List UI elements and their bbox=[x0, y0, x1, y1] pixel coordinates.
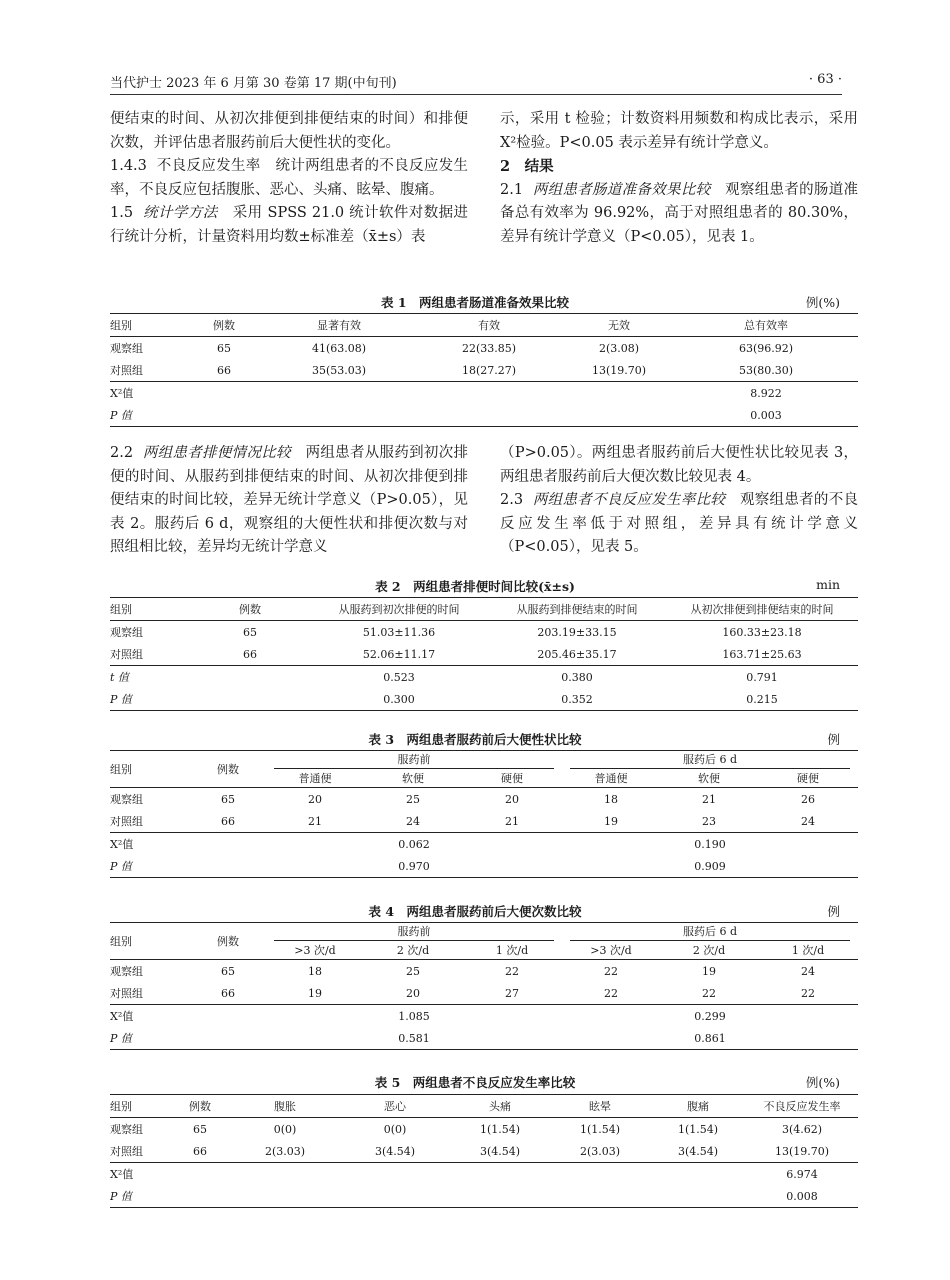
cell: 观察组 bbox=[110, 793, 143, 806]
section-title: 不良反应发生率 bbox=[156, 158, 261, 174]
table3-title: 表 3 两组患者服药前后大便性状比较 bbox=[368, 732, 582, 747]
journal-info: 当代护士 2023 年 6 月第 30 卷第 17 期(中旬刊) bbox=[110, 76, 397, 91]
cell: 65 bbox=[221, 964, 235, 978]
cell: 52.06±11.17 bbox=[362, 647, 436, 661]
cell: 160.33±23.18 bbox=[722, 625, 802, 639]
page-number: · 63 · bbox=[808, 72, 842, 87]
header-cell: 普通便 bbox=[266, 769, 364, 788]
cell bbox=[450, 1163, 550, 1186]
cell: 1.085 bbox=[266, 1005, 562, 1028]
header-cell: 2 次/d bbox=[364, 941, 462, 960]
cell: 对照组 bbox=[110, 987, 143, 1000]
cell bbox=[450, 1185, 550, 1208]
cell: 0.062 bbox=[266, 833, 562, 856]
cell bbox=[190, 855, 266, 878]
cell bbox=[190, 666, 310, 689]
table-row bbox=[110, 960, 858, 983]
cell: 2(3.03) bbox=[579, 1144, 621, 1158]
cell bbox=[170, 1163, 230, 1186]
table-row bbox=[110, 1140, 858, 1163]
cell: 18 bbox=[604, 792, 618, 806]
cell bbox=[264, 404, 414, 427]
header-cell: 软便 bbox=[364, 769, 462, 788]
cell: 65 bbox=[221, 792, 235, 806]
cell: 0.008 bbox=[746, 1185, 858, 1208]
table-header-row bbox=[110, 751, 858, 770]
table-row bbox=[110, 688, 858, 711]
table-row bbox=[110, 1118, 858, 1141]
cell: P 值 bbox=[110, 404, 184, 427]
cell bbox=[190, 688, 310, 711]
table-row bbox=[110, 666, 858, 689]
table5-unit: 例(%) bbox=[805, 1075, 840, 1090]
table4-unit: 例 bbox=[827, 904, 840, 919]
table5 bbox=[110, 1094, 858, 1208]
table-row bbox=[110, 621, 858, 644]
cell: 对照组 bbox=[110, 815, 143, 828]
cell: 22(33.85) bbox=[461, 341, 517, 355]
header-group-label: 服药后 6 d bbox=[570, 751, 850, 769]
cell: 203.19±33.15 bbox=[537, 625, 617, 639]
cell: 27 bbox=[505, 986, 519, 1000]
header-cell: 总有效率 bbox=[674, 314, 858, 337]
cell bbox=[230, 1185, 340, 1208]
cell: 观察组 bbox=[110, 1123, 143, 1136]
cell bbox=[170, 1185, 230, 1208]
header-cell: 腹痛 bbox=[650, 1095, 746, 1118]
section-2-2 bbox=[110, 442, 468, 560]
cell: 0.003 bbox=[674, 404, 858, 427]
cell bbox=[230, 1163, 340, 1186]
header-cell: >3 次/d bbox=[266, 941, 364, 960]
cell: 63(96.92) bbox=[738, 341, 794, 355]
table5-title: 表 5 两组患者不良反应发生率比较 bbox=[374, 1075, 576, 1090]
cell: 3(4.54) bbox=[479, 1144, 521, 1158]
cell: X²值 bbox=[110, 382, 184, 405]
section-number: 1.5 bbox=[110, 205, 134, 221]
cell: 0.523 bbox=[310, 666, 488, 689]
top-left-column bbox=[110, 108, 468, 249]
section-title: 两组患者排便情况比较 bbox=[142, 445, 291, 461]
cell: 0.380 bbox=[488, 666, 666, 689]
section-title: 统计学方法 bbox=[143, 205, 218, 221]
section-number: 2.1 bbox=[500, 181, 524, 198]
cell: 20 bbox=[308, 792, 322, 806]
header-cell: 例数 bbox=[190, 598, 310, 621]
cell: 22 bbox=[801, 986, 815, 1000]
running-header bbox=[110, 70, 842, 95]
table-row bbox=[110, 1027, 858, 1050]
cell: P 值 bbox=[110, 688, 190, 711]
header-cell: 1 次/d bbox=[758, 941, 858, 960]
cell: 35(53.03) bbox=[311, 363, 367, 377]
cell: 21 bbox=[308, 814, 322, 828]
header-cell: 恶心 bbox=[340, 1095, 450, 1118]
header-cell: 硬便 bbox=[462, 769, 562, 788]
header-cell: 硬便 bbox=[758, 769, 858, 788]
cell: 8.922 bbox=[674, 382, 858, 405]
paragraph: 便结束的时间、从初次排便到排便结束的时间）和排便次数，并评估患者服药前后大便性状的变化。 bbox=[110, 111, 468, 151]
top-right-column bbox=[500, 108, 858, 249]
cell bbox=[184, 382, 264, 405]
cell: 2(3.03) bbox=[264, 1144, 306, 1158]
cell: 19 bbox=[604, 814, 618, 828]
cell: P 值 bbox=[110, 855, 190, 878]
header-cell: 不良反应发生率 bbox=[746, 1095, 858, 1118]
header-cell: 显著有效 bbox=[264, 314, 414, 337]
cell: 13(19.70) bbox=[774, 1144, 830, 1158]
cell: 66 bbox=[243, 647, 257, 661]
table-row bbox=[110, 643, 858, 666]
cell: 0(0) bbox=[273, 1122, 297, 1136]
cell: 22 bbox=[604, 964, 618, 978]
cell: 66 bbox=[221, 986, 235, 1000]
header-cell: >3 次/d bbox=[562, 941, 660, 960]
table-row bbox=[110, 1185, 858, 1208]
paragraph: 示，采用 t 检验；计数资料用频数和构成比表示，采用X²检验。P<0.05 表示差异有统计学意义。 bbox=[500, 111, 858, 151]
cell: P 值 bbox=[110, 1185, 170, 1208]
cell: 0.970 bbox=[266, 855, 562, 878]
table-row bbox=[110, 359, 858, 382]
cell: 2(3.08) bbox=[598, 341, 640, 355]
cell: 24 bbox=[406, 814, 420, 828]
header-cell: 组别 bbox=[110, 751, 190, 788]
cell bbox=[190, 833, 266, 856]
cell: 66 bbox=[221, 814, 235, 828]
cell: 3(4.62) bbox=[781, 1122, 823, 1136]
table5-caption bbox=[110, 1070, 840, 1092]
cell: 22 bbox=[505, 964, 519, 978]
cell: 51.03±11.36 bbox=[362, 625, 436, 639]
cell: 0.909 bbox=[562, 855, 858, 878]
cell: 0.299 bbox=[562, 1005, 858, 1028]
cell: 3(4.54) bbox=[677, 1144, 719, 1158]
cell bbox=[564, 404, 674, 427]
table2 bbox=[110, 597, 858, 711]
section-number: 2.2 bbox=[110, 445, 134, 461]
section-2-heading: 2 结果 bbox=[500, 158, 554, 175]
cell: 65 bbox=[243, 625, 257, 639]
header-cell: 例数 bbox=[190, 751, 266, 788]
table-header-row bbox=[110, 923, 858, 942]
cell: 对照组 bbox=[110, 648, 143, 661]
table-header-row bbox=[110, 1095, 858, 1118]
cell: 25 bbox=[406, 792, 420, 806]
table2-caption bbox=[110, 574, 840, 596]
table-row bbox=[110, 788, 858, 811]
cell: 21 bbox=[702, 792, 716, 806]
cell: 13(19.70) bbox=[591, 363, 647, 377]
cell: 0.861 bbox=[562, 1027, 858, 1050]
section-1-4-3 bbox=[110, 155, 468, 202]
cell: 0.581 bbox=[266, 1027, 562, 1050]
section-title: 两组患者肠道准备效果比较 bbox=[532, 181, 711, 198]
cell: X²值 bbox=[110, 1163, 170, 1186]
cell: 23 bbox=[702, 814, 716, 828]
table3 bbox=[110, 750, 858, 878]
mid-left-column bbox=[110, 442, 468, 560]
table4-caption bbox=[110, 899, 840, 921]
table-row bbox=[110, 337, 858, 360]
cell: 18(27.27) bbox=[461, 363, 517, 377]
header-group-before bbox=[266, 751, 562, 770]
cell bbox=[650, 1185, 746, 1208]
header-cell: 无效 bbox=[564, 314, 674, 337]
cell: 205.46±35.17 bbox=[537, 647, 617, 661]
header-cell: 组别 bbox=[110, 1095, 170, 1118]
cell: 观察组 bbox=[110, 342, 143, 355]
header-cell: 软便 bbox=[660, 769, 758, 788]
header-cell: 1 次/d bbox=[462, 941, 562, 960]
table-row bbox=[110, 404, 858, 427]
cell: 观察组 bbox=[110, 965, 143, 978]
header-cell: 例数 bbox=[184, 314, 264, 337]
cell: 0.215 bbox=[666, 688, 858, 711]
section-number: 1.4.3 bbox=[110, 158, 147, 174]
table-row bbox=[110, 855, 858, 878]
header-cell: 从服药到排便结束的时间 bbox=[488, 598, 666, 621]
cell: t 值 bbox=[110, 666, 190, 689]
header-cell: 从初次排便到排便结束的时间 bbox=[666, 598, 858, 621]
paragraph: （P>0.05）。两组患者服药前后大便性状比较见表 3，两组患者服药前后大便次数比较见表 4。 bbox=[500, 445, 858, 485]
section-title: 两组患者不良反应发生率比较 bbox=[532, 492, 726, 508]
cell: 0(0) bbox=[383, 1122, 407, 1136]
table2-unit: min bbox=[816, 577, 840, 592]
cell: 24 bbox=[801, 964, 815, 978]
cell: 19 bbox=[308, 986, 322, 1000]
section-body: 观察组患者的不良反应发生率低于对照组，差异具有统计学意义（P<0.05），见表 5。 bbox=[500, 492, 859, 555]
table-row bbox=[110, 382, 858, 405]
cell: 对照组 bbox=[110, 1145, 143, 1158]
section-body: 统计两组患者的不良反应发生率，不良反应包括腹胀、恶心、头痛、眩晕、腹痛。 bbox=[110, 158, 469, 198]
cell bbox=[340, 1163, 450, 1186]
cell bbox=[340, 1185, 450, 1208]
header-group-label: 服药后 6 d bbox=[570, 923, 850, 941]
cell: 对照组 bbox=[110, 364, 143, 377]
cell: 6.974 bbox=[746, 1163, 858, 1186]
cell: 1(1.54) bbox=[579, 1122, 621, 1136]
table-header-row bbox=[110, 314, 858, 337]
cell: 1(1.54) bbox=[677, 1122, 719, 1136]
cell: 163.71±25.63 bbox=[722, 647, 802, 661]
header-cell: 头痛 bbox=[450, 1095, 550, 1118]
cell: 22 bbox=[604, 986, 618, 1000]
header-group-after bbox=[562, 923, 858, 942]
cell bbox=[414, 382, 564, 405]
header-cell: 有效 bbox=[414, 314, 564, 337]
section-1-5 bbox=[110, 202, 468, 249]
cell: 21 bbox=[505, 814, 519, 828]
cell: 观察组 bbox=[110, 626, 143, 639]
table1 bbox=[110, 313, 858, 427]
table-header-row bbox=[110, 598, 858, 621]
cell bbox=[650, 1163, 746, 1186]
cell: 53(80.30) bbox=[738, 363, 794, 377]
header-cell: 例数 bbox=[170, 1095, 230, 1118]
table3-unit: 例 bbox=[827, 732, 840, 747]
section-2-3 bbox=[500, 489, 858, 560]
cell bbox=[550, 1185, 650, 1208]
cell: 65 bbox=[193, 1122, 207, 1136]
cell: 3(4.54) bbox=[374, 1144, 416, 1158]
table3-caption bbox=[110, 727, 840, 749]
cell: 24 bbox=[801, 814, 815, 828]
cell: X²值 bbox=[110, 1005, 190, 1028]
header-group-after bbox=[562, 751, 858, 770]
table1-caption bbox=[110, 290, 840, 312]
header-cell: 2 次/d bbox=[660, 941, 758, 960]
table1-title: 表 1 两组患者肠道准备效果比较 bbox=[380, 295, 570, 310]
table4-title: 表 4 两组患者服药前后大便次数比较 bbox=[368, 904, 582, 919]
header-cell: 组别 bbox=[110, 314, 184, 337]
cell: 66 bbox=[193, 1144, 207, 1158]
header-group-label: 服药前 bbox=[274, 923, 554, 941]
table-row bbox=[110, 1005, 858, 1028]
section-body: 两组患者从服药到初次排便的时间、从服药到排便结束的时间、从初次排便到排便结束的时间比较，差异无统计学意义（P>0.05），见表 2。服药后 6 d，观察组的大便性状和排便次数与对照组相比较，差异均无统计学意义 bbox=[110, 445, 469, 555]
cell: 20 bbox=[406, 986, 420, 1000]
cell: 22 bbox=[702, 986, 716, 1000]
cell: 0.300 bbox=[310, 688, 488, 711]
section-body: 采用 SPSS 21.0 统计软件对数据进行统计分析，计量资料用均数±标准差（x̄±s）表 bbox=[110, 205, 469, 245]
cell: 25 bbox=[406, 964, 420, 978]
header-cell: 例数 bbox=[190, 923, 266, 960]
cell: 66 bbox=[217, 363, 231, 377]
cell: 0.190 bbox=[562, 833, 858, 856]
cell: 65 bbox=[217, 341, 231, 355]
cell bbox=[414, 404, 564, 427]
cell: 0.791 bbox=[666, 666, 858, 689]
header-cell: 组别 bbox=[110, 598, 190, 621]
header-cell: 从服药到初次排便的时间 bbox=[310, 598, 488, 621]
section-number: 2.3 bbox=[500, 492, 524, 508]
header-cell: 组别 bbox=[110, 923, 190, 960]
mid-right-column bbox=[500, 442, 858, 560]
cell bbox=[550, 1163, 650, 1186]
cell: 20 bbox=[505, 792, 519, 806]
header-cell: 眩晕 bbox=[550, 1095, 650, 1118]
cell bbox=[190, 1027, 266, 1050]
cell bbox=[190, 1005, 266, 1028]
table-row bbox=[110, 810, 858, 833]
cell bbox=[264, 382, 414, 405]
cell: 0.352 bbox=[488, 688, 666, 711]
section-2-1 bbox=[500, 179, 858, 250]
cell: 26 bbox=[801, 792, 815, 806]
cell: X²值 bbox=[110, 833, 190, 856]
table-row bbox=[110, 982, 858, 1005]
table-row bbox=[110, 833, 858, 856]
cell bbox=[564, 382, 674, 405]
cell: P 值 bbox=[110, 1027, 190, 1050]
cell: 1(1.54) bbox=[479, 1122, 521, 1136]
table-row bbox=[110, 1163, 858, 1186]
header-cell: 腹胀 bbox=[230, 1095, 340, 1118]
cell: 19 bbox=[702, 964, 716, 978]
section-body: 观察组患者的肠道准备总有效率为 96.92%，高于对照组患者的 80.30%，差异有统计学意义（P<0.05），见表 1。 bbox=[500, 181, 859, 245]
table4 bbox=[110, 922, 858, 1050]
cell: 41(63.08) bbox=[311, 341, 367, 355]
table2-title: 表 2 两组患者排便时间比较(x̄±s) bbox=[375, 579, 575, 594]
table1-unit: 例(%) bbox=[805, 295, 840, 310]
cell bbox=[184, 404, 264, 427]
header-cell: 普通便 bbox=[562, 769, 660, 788]
header-group-label: 服药前 bbox=[274, 751, 554, 769]
header-group-before bbox=[266, 923, 562, 942]
cell: 18 bbox=[308, 964, 322, 978]
